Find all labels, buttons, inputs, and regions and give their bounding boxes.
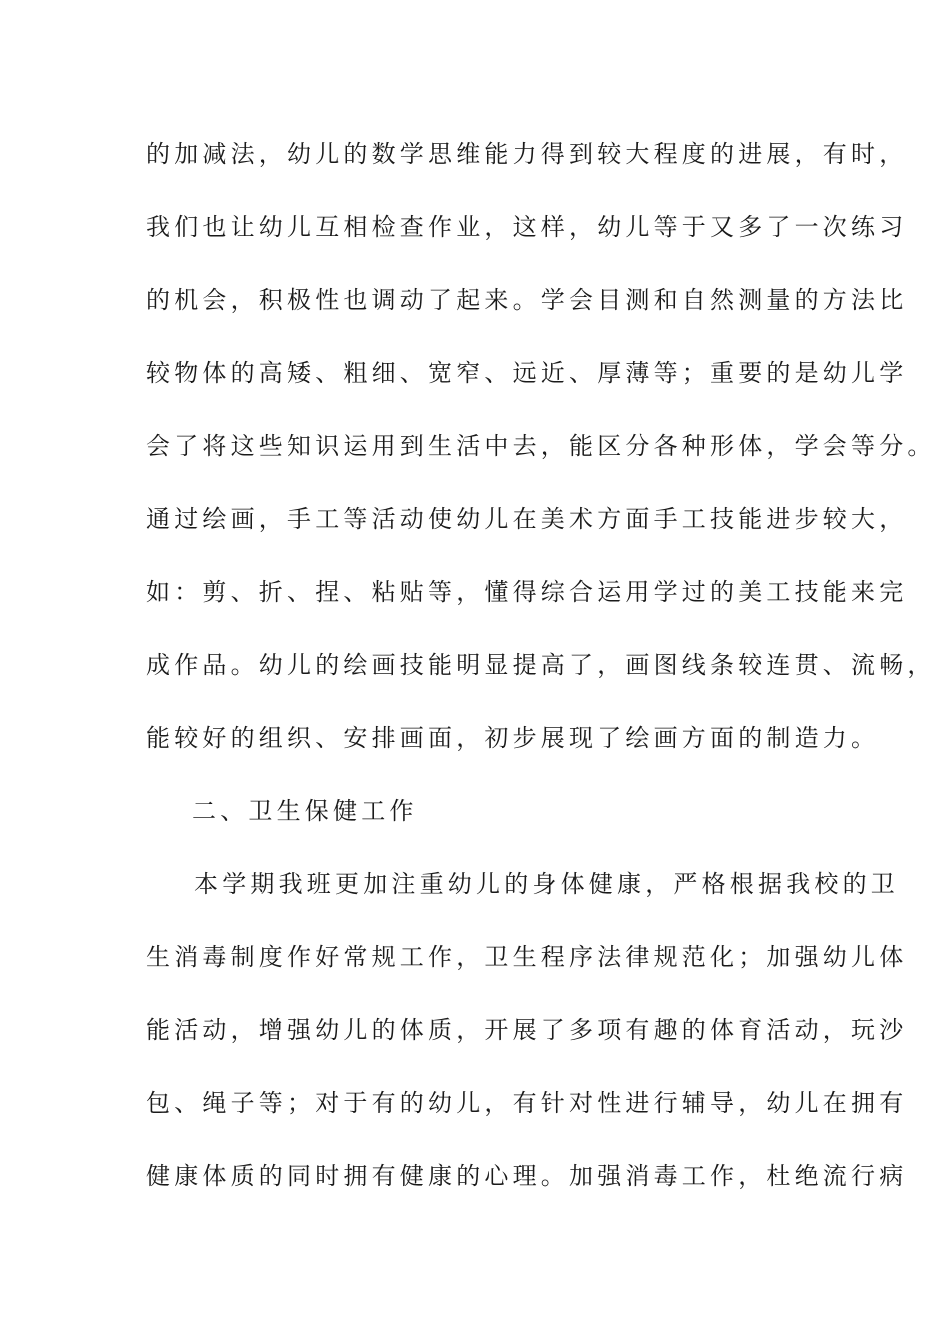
text-line: 健康体质的同时拥有健康的心理。加强消毒工作，杜绝流行病	[146, 1162, 908, 1190]
text-line: 会了将这些知识运用到生活中去，能区分各种形体，学会等分。	[146, 432, 936, 460]
text-line: 如：剪、折、捏、粘贴等，懂得综合运用学过的美工技能来完	[146, 578, 908, 606]
text-line: 本学期我班更加注重幼儿的身体健康，严格根据我校的卫	[194, 870, 899, 898]
text-line: 能活动，增强幼儿的体质，开展了多项有趣的体育活动，玩沙	[146, 1016, 908, 1044]
text-line: 我们也让幼儿互相检查作业，这样，幼儿等于又多了一次练习	[146, 213, 908, 241]
text-line: 通过绘画，手工等活动使幼儿在美术方面手工技能进步较大，	[146, 505, 908, 533]
text-line: 较物体的高矮、粗细、宽窄、远近、厚薄等；重要的是幼儿学	[146, 359, 908, 387]
text-line: 成作品。幼儿的绘画技能明显提高了，画图线条较连贯、流畅，	[146, 651, 936, 679]
text-line: 能较好的组织、安排画面，初步展现了绘画方面的制造力。	[146, 724, 880, 752]
section-heading: 二、卫生保健工作	[192, 797, 418, 825]
text-line: 生消毒制度作好常规工作，卫生程序法律规范化；加强幼儿体	[146, 943, 908, 971]
text-line: 的机会，积极性也调动了起来。学会目测和自然测量的方法比	[146, 286, 908, 314]
text-line: 包、绳子等；对于有的幼儿，有针对性进行辅导，幼儿在拥有	[146, 1089, 908, 1117]
text-line: 的加减法，幼儿的数学思维能力得到较大程度的进展，有时，	[146, 140, 908, 168]
